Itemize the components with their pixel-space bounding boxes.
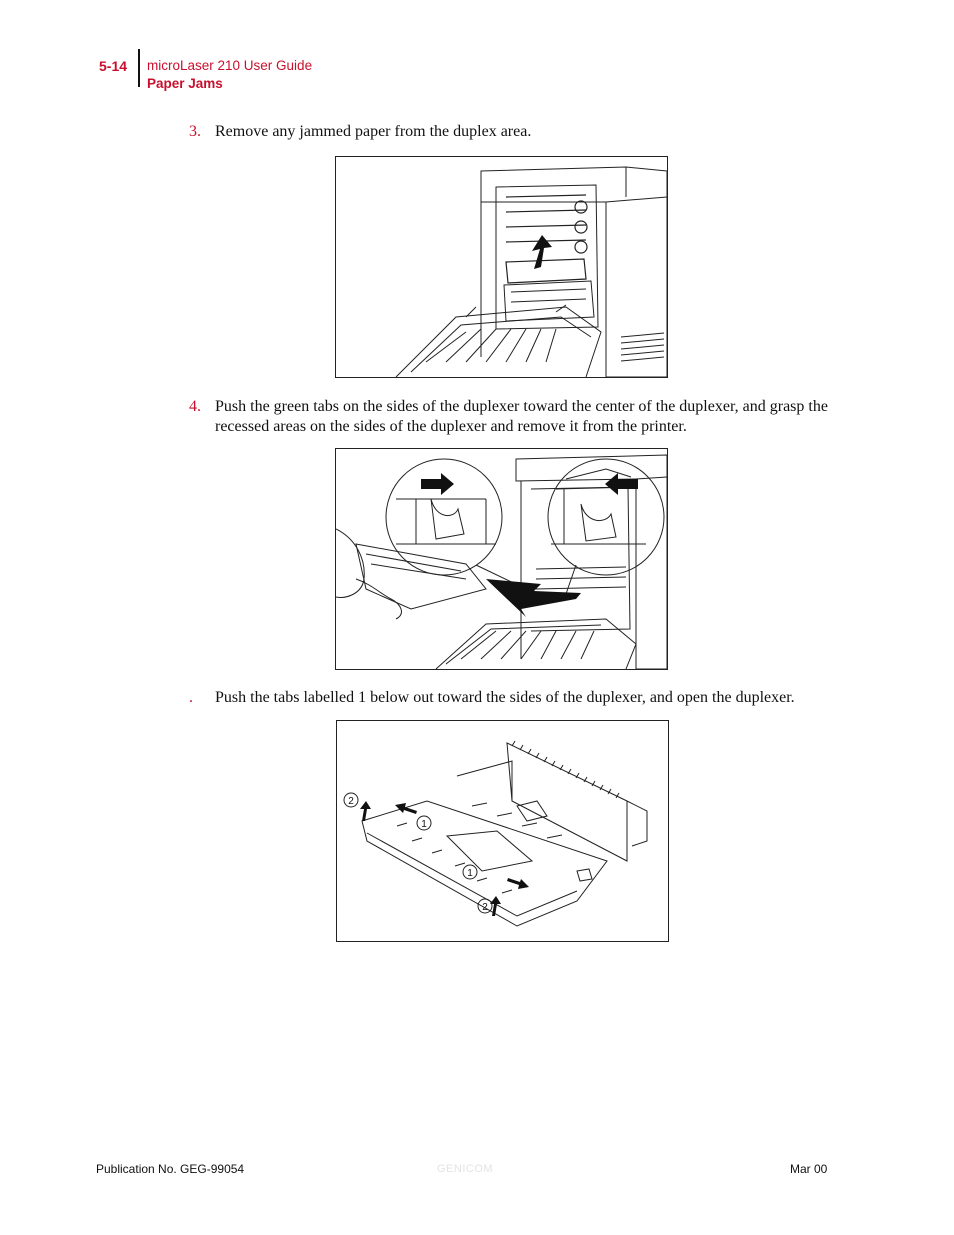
footer-brand: GENICOM bbox=[437, 1163, 494, 1175]
step-text: Remove any jammed paper from the duplex area. bbox=[215, 123, 532, 140]
step-text: Push the green tabs on the sides of the duplexer toward the center of the duplexer, and grasp the recessed areas on the sides of the duplexer and remove it from the printer. bbox=[215, 398, 828, 435]
header-divider bbox=[138, 49, 140, 87]
figure-duplex-jam bbox=[335, 156, 668, 378]
callout-2-bottom: 2 bbox=[482, 902, 488, 913]
callout-2-top: 2 bbox=[348, 796, 354, 807]
footer-publication: Publication No. GEG-99054 bbox=[96, 1162, 245, 1176]
figure-duplexer-tabs bbox=[336, 720, 669, 942]
section-title: Paper Jams bbox=[147, 76, 223, 91]
figure-remove-duplexer bbox=[335, 448, 668, 670]
duplexer-removal-illustration bbox=[336, 449, 667, 669]
page-number: 5-14 bbox=[99, 58, 128, 74]
duplexer-tabs-illustration bbox=[337, 721, 668, 941]
step-number: 4. bbox=[189, 398, 201, 415]
step-number: 3. bbox=[189, 123, 201, 140]
printer-duplex-area-illustration bbox=[336, 157, 667, 377]
callout-1-top: 1 bbox=[421, 819, 427, 830]
step-number: . bbox=[189, 689, 193, 706]
guide-title: microLaser 210 User Guide bbox=[147, 58, 313, 73]
step-text: Push the tabs labelled 1 below out toward the sides of the duplexer, and open the duplexer. bbox=[215, 689, 795, 706]
footer-date: Mar 00 bbox=[790, 1162, 828, 1176]
callout-1-bottom: 1 bbox=[467, 868, 473, 879]
